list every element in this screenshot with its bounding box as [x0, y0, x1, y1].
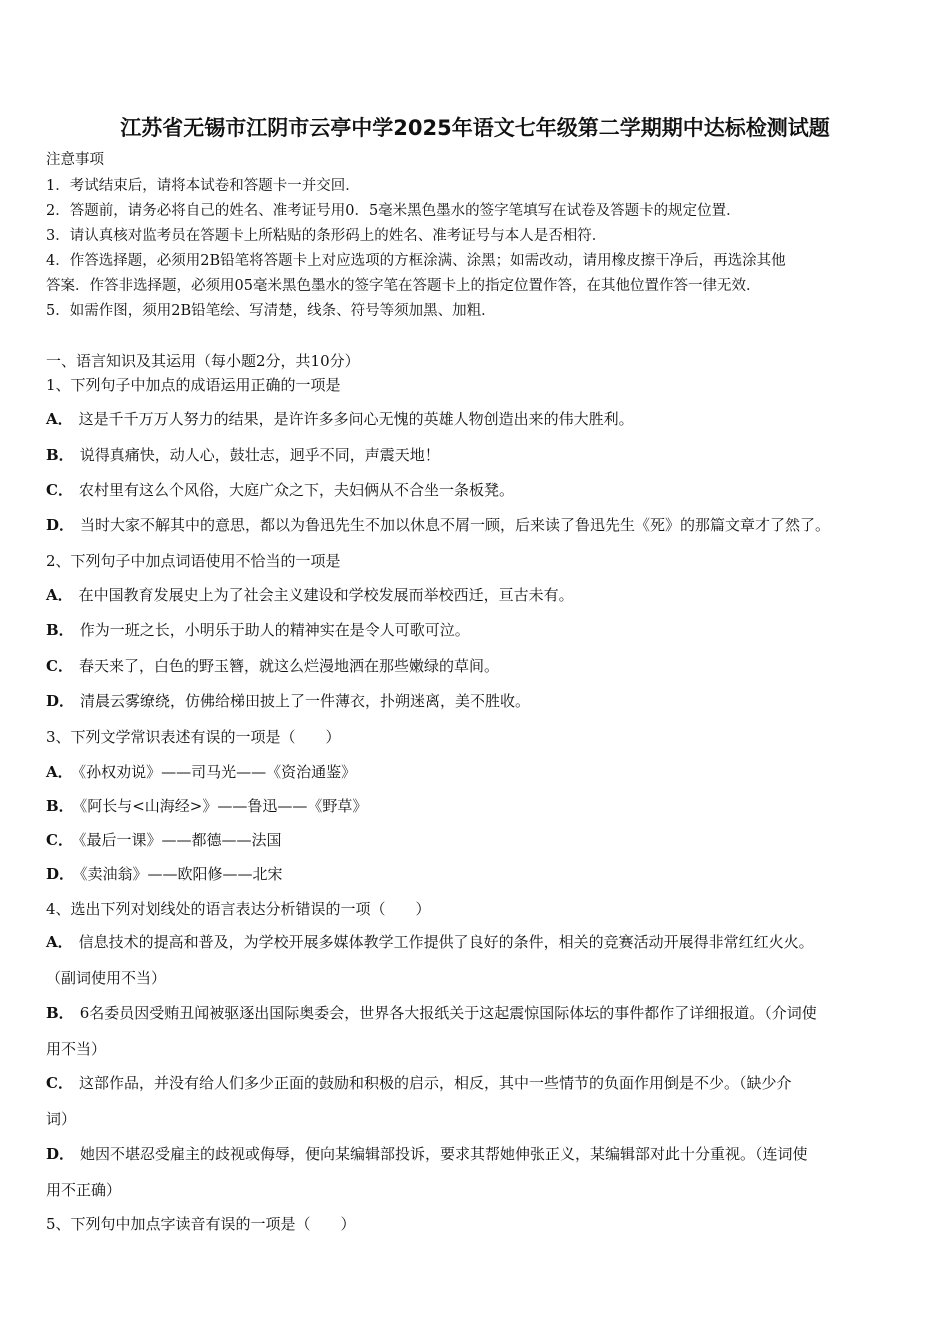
option-letter: A． — [46, 933, 73, 951]
option-letter: B． — [46, 446, 74, 464]
option-continuation: 词） — [46, 1110, 77, 1128]
question-option — [46, 691, 530, 711]
question-option — [46, 480, 514, 500]
option-text: 信息技术的提高和普及，为学校开展多媒体教学工作提供了良好的条件，相关的竞赛活动开展得非常红红火火。 — [78, 933, 814, 951]
option-letter: C． — [46, 481, 73, 499]
question-option — [46, 864, 283, 884]
option-text: 作为一班之长，小明乐于助人的精神实在是令人可歌可泣。 — [79, 621, 470, 639]
option-letter: C． — [46, 657, 73, 675]
option-letter: B． — [46, 621, 74, 639]
notes-item: 答案．作答非选择题，必须用05毫米黑色墨水的签字笔在答题卡上的指定位置作答，在其他位置作答一律无效． — [46, 278, 761, 294]
question-option — [46, 796, 367, 816]
question-option — [46, 656, 499, 676]
question-option — [46, 1003, 817, 1023]
option-text: 当时大家不解其中的意思，都以为鲁迅先生不加以休息不屑一顾，后来读了鲁迅先生《死》的那篇文章才了然了。 — [80, 516, 831, 534]
option-letter: A． — [46, 410, 73, 428]
option-letter: A． — [46, 586, 73, 604]
option-letter: B． — [46, 1004, 74, 1022]
question-option — [46, 762, 356, 782]
notes-item: 1．考试结束后，请将本试卷和答题卡一并交回． — [46, 178, 360, 194]
option-text: 说得真痛快，动人心，鼓壮志，迥乎不同，声震天地！ — [79, 446, 440, 464]
option-letter: D． — [46, 1145, 75, 1163]
option-letter: D． — [46, 692, 75, 710]
notes-heading: 注意事项 — [46, 152, 104, 168]
question-stem: 1、下列句子中加点的成语运用正确的一项是 — [46, 376, 341, 394]
option-text: 《孙权劝说》——司马光——《资治通鉴》 — [78, 763, 357, 781]
option-text: 这部作品，并没有给人们多少正面的鼓励和积极的启示，相反，其中一些情节的负面作用倒是不少。（缺少介 — [78, 1074, 792, 1092]
question-option — [46, 515, 830, 535]
option-letter: D． — [46, 516, 75, 534]
question-option — [46, 830, 281, 850]
option-text: 《阿长与<山海经>》——鲁迅——《野草》 — [79, 797, 368, 815]
question-stem: 2、下列句子中加点词语使用不恰当的一项是 — [46, 552, 341, 570]
question-option — [46, 1144, 808, 1164]
option-letter: B． — [46, 797, 74, 815]
notes-item: 2．答题前，请务必将自己的姓名、准考证号用0．5毫米黑色墨水的签字笔填写在试卷及答题卡的规定位置． — [46, 203, 741, 219]
question-option — [46, 409, 634, 429]
question-option — [46, 585, 574, 605]
option-text: 《最后一课》——都德——法国 — [78, 831, 282, 849]
option-continuation: 用不正确） — [46, 1181, 122, 1199]
option-letter: D． — [46, 865, 75, 883]
option-text: 农村里有这么个风俗，大庭广众之下，夫妇俩从不合坐一条板凳。 — [78, 481, 514, 499]
option-continuation: （副词使用不当） — [46, 969, 167, 987]
notes-item: 4．作答选择题，必须用2B铅笔将答题卡上对应选项的方框涂满、涂黑；如需改动，请用橡皮擦干净后，再选涂其他 — [46, 253, 786, 269]
option-text: 她因不堪忍受雇主的歧视或侮辱，便向某编辑部投诉，要求其帮她伸张正义，某编辑部对此十分重视。（连词使 — [80, 1145, 808, 1163]
option-letter: A． — [46, 763, 73, 781]
question-option — [46, 1073, 791, 1093]
option-letter: C． — [46, 831, 73, 849]
option-text: 《卖油翁》——欧阳修——北宋 — [80, 865, 283, 883]
option-text: 在中国教育发展史上为了社会主义建设和学校发展而举校西迁，亘古未有。 — [78, 586, 574, 604]
question-stem: 4、选出下列对划线处的语言表达分析错误的一项（ ） — [46, 900, 431, 918]
option-text: 清晨云雾缭绕，仿佛给梯田披上了一件薄衣，扑朔迷离，美不胜收。 — [80, 692, 531, 710]
notes-item: 3．请认真核对监考员在答题卡上所粘贴的条形码上的姓名、准考证号与本人是否相符． — [46, 228, 607, 244]
question-stem: 5、下列句中加点字读音有误的一项是（ ） — [46, 1215, 356, 1233]
question-option — [46, 932, 814, 952]
option-text: 春天来了，白色的野玉簪，就这么烂漫地洒在那些嫩绿的草间。 — [78, 657, 499, 675]
question-option — [46, 445, 440, 465]
question-option — [46, 620, 470, 640]
notes-item: 5．如需作图，须用2B铅笔绘、写清楚，线条、符号等须加黑、加粗． — [46, 303, 496, 319]
option-text: 这是千千万万人努力的结果，是许许多多问心无愧的英雄人物创造出来的伟大胜利。 — [78, 410, 634, 428]
option-text: 6名委员因受贿丑闻被驱逐出国际奥委会，世界各大报纸关于这起震惊国际体坛的事件都作了详细报道。（介词使 — [79, 1004, 817, 1022]
option-continuation: 用不当） — [46, 1040, 107, 1058]
option-letter: C． — [46, 1074, 73, 1092]
section-heading: 一、语言知识及其运用（每小题2分，共10分） — [46, 352, 360, 370]
question-stem: 3、下列文学常识表述有误的一项是（ ） — [46, 728, 341, 746]
exam-title: 江苏省无锡市江阴市云亭中学2025年语文七年级第二学期期中达标检测试题 — [120, 116, 830, 140]
